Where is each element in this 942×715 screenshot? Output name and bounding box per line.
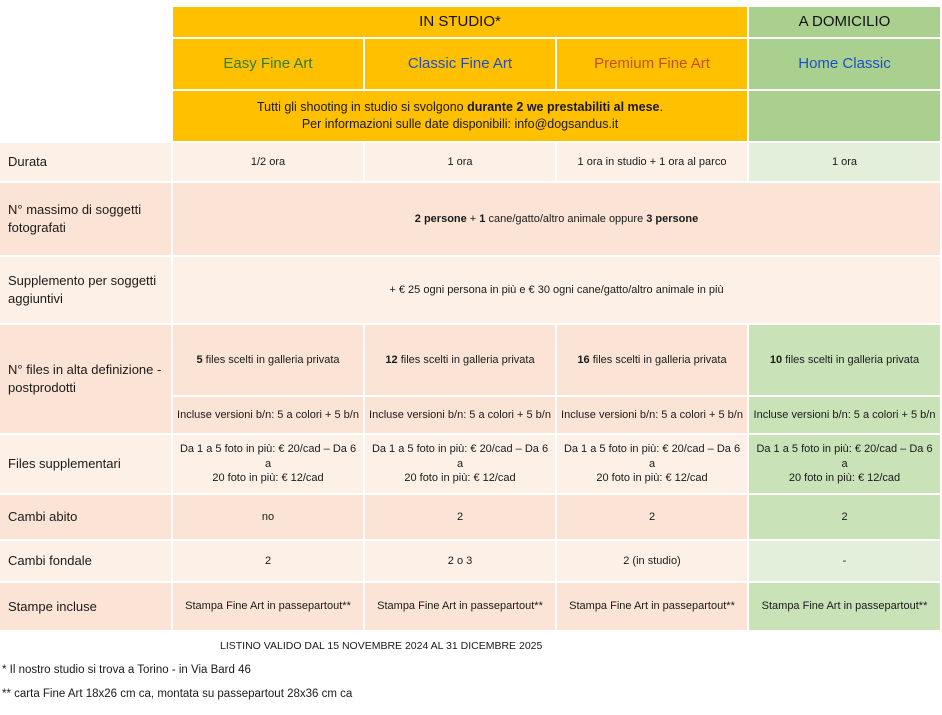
package-premium-fine-art: Premium Fine Art (557, 39, 749, 91)
soggetti-bold2: 1 (479, 212, 486, 225)
package-classic-fine-art: Classic Fine Art (365, 39, 557, 91)
soggetti-middle: cane/gatto/altro animale oppure (485, 212, 647, 225)
soggetti-value (173, 183, 942, 257)
corner-empty (0, 39, 173, 91)
stampe-premium: Stampa Fine Art in passepartout** (557, 583, 749, 632)
durata-easy: 1/2 ora (173, 143, 365, 183)
files-suffix: files scelti in galleria privata (397, 353, 535, 366)
cambi-fondale-premium: 2 (in studio) (557, 541, 749, 583)
versions-premium: Incluse versioni b/n: 5 a colori + 5 b/n (557, 397, 749, 435)
soggetti-plus: + (466, 212, 480, 225)
files-suffix: files scelti in galleria privata (202, 353, 340, 366)
files-count-home: 10 (769, 353, 783, 366)
suppl-line1: Da 1 a 5 foto in più: € 20/cad – Da 6 a (563, 442, 741, 470)
package-home-classic: Home Classic (749, 39, 942, 91)
suppl-line2: 20 foto in più: € 12/cad (788, 472, 901, 485)
suppl-line2: 20 foto in più: € 12/cad (404, 472, 516, 485)
row-label-supplementari: Files supplementari (0, 435, 173, 495)
row-label-durata: Durata (0, 143, 173, 183)
validity-note: LISTINO VALIDO DAL 15 NOVEMBRE 2024 AL 31 DICEMBRE 2025 (220, 640, 543, 652)
suppl-line2: 20 foto in più: € 12/cad (596, 472, 708, 485)
cambi-abito-easy: no (173, 495, 365, 541)
soggetti-bold3: 3 persone (646, 212, 699, 225)
versions-easy: Incluse versioni b/n: 5 a colori + 5 b/n (173, 397, 365, 435)
suppl-line1: Da 1 a 5 foto in più: € 20/cad – Da 6 a (179, 442, 357, 470)
footnote-print: ** carta Fine Art 18x26 cm ca, montata su passepartout 28x36 cm ca (2, 688, 353, 700)
price-table (0, 7, 942, 632)
cambi-abito-premium: 2 (557, 495, 749, 541)
a-domicilio-header: A DOMICILIO (749, 7, 942, 39)
supplementari-classic (365, 435, 557, 495)
row-label-files: N° files in alta definizione - postprodotti (0, 325, 173, 435)
cambi-abito-classic: 2 (365, 495, 557, 541)
info-line2: Per informazioni sulle date disponibili: info@dogsandus.it (301, 117, 619, 131)
row-label-stampe: Stampe incluse (0, 583, 173, 632)
stampe-easy: Stampa Fine Art in passepartout** (173, 583, 365, 632)
files-suffix: files scelti in galleria privata (589, 353, 727, 366)
row-label-soggetti: N° massimo di soggetti fotografati (0, 183, 173, 257)
files-premium (557, 325, 749, 397)
corner-empty (0, 7, 173, 39)
versions-classic: Incluse versioni b/n: 5 a colori + 5 b/n (365, 397, 557, 435)
row-label-supplemento: Supplemento per soggetti aggiuntivi (0, 257, 173, 325)
studio-info (173, 91, 749, 143)
cambi-fondale-home: - (749, 541, 942, 583)
durata-premium: 1 ora in studio + 1 ora al parco (557, 143, 749, 183)
files-count-classic: 12 (385, 353, 398, 366)
cambi-abito-home: 2 (749, 495, 942, 541)
files-classic (365, 325, 557, 397)
stampe-classic: Stampa Fine Art in passepartout** (365, 583, 557, 632)
footnote-studio: * Il nostro studio si trova a Torino - in Via Bard 46 (2, 664, 251, 676)
row-label-cambi-abito: Cambi abito (0, 495, 173, 541)
info-line1-pre: Tutti gli shooting in studio si svolgono (257, 99, 468, 114)
supplementari-home (749, 435, 942, 495)
domicilio-info-empty (749, 91, 942, 143)
soggetti-bold1: 2 persone (414, 212, 467, 225)
info-line1-post: . (659, 99, 663, 114)
files-count-premium: 16 (577, 353, 590, 366)
supplementari-premium (557, 435, 749, 495)
files-suffix: files scelti in galleria privata (782, 353, 920, 366)
supplementari-easy (173, 435, 365, 495)
supplemento-value: + € 25 ogni persona in più e € 30 ogni cane/gatto/altro animale in più (173, 257, 942, 325)
row-label-cambi-fondale: Cambi fondale (0, 541, 173, 583)
durata-classic: 1 ora (365, 143, 557, 183)
suppl-line2: 20 foto in più: € 12/cad (212, 472, 324, 485)
files-easy (173, 325, 365, 397)
durata-home: 1 ora (749, 143, 942, 183)
package-easy-fine-art: Easy Fine Art (173, 39, 365, 91)
suppl-line1: Da 1 a 5 foto in più: € 20/cad – Da 6 a (756, 442, 933, 470)
cambi-fondale-easy: 2 (173, 541, 365, 583)
suppl-line1: Da 1 a 5 foto in più: € 20/cad – Da 6 a (371, 442, 549, 470)
versions-home: Incluse versioni b/n: 5 a colori + 5 b/n (749, 397, 942, 435)
cambi-fondale-classic: 2 o 3 (365, 541, 557, 583)
info-line1-bold: durante 2 we prestabiliti al mese (467, 99, 660, 114)
corner-empty (0, 91, 173, 143)
files-home (749, 325, 942, 397)
in-studio-header: IN STUDIO* (173, 7, 749, 39)
files-count-easy: 5 (196, 353, 203, 366)
stampe-home: Stampa Fine Art in passepartout** (749, 583, 942, 632)
